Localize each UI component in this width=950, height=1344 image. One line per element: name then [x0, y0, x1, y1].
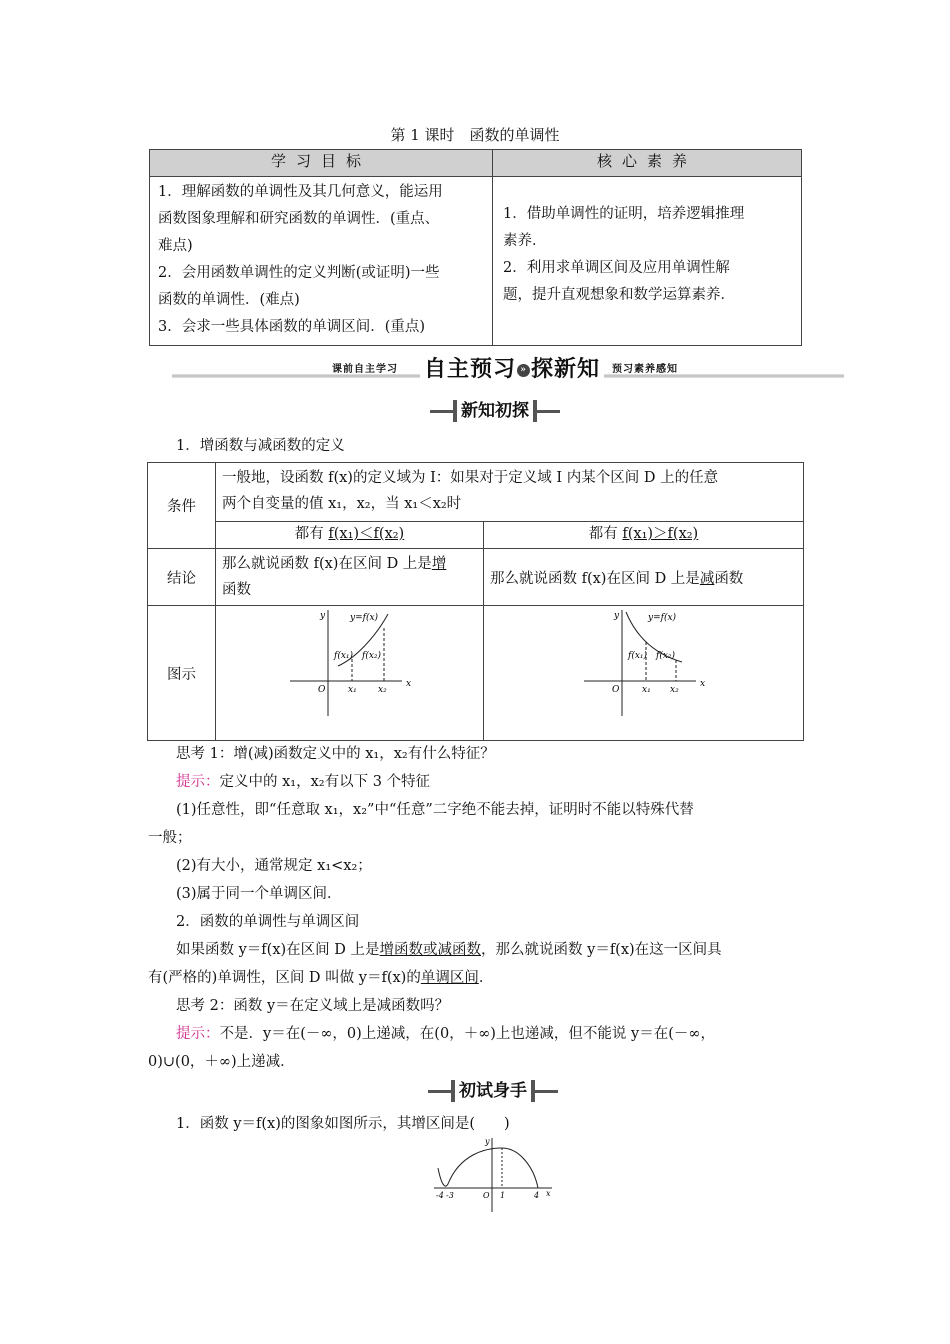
fx1-label: f(x₁)	[628, 651, 648, 661]
tick-neg4: -4	[436, 1191, 444, 1200]
x-label: x	[406, 679, 412, 689]
point-3: (3)属于同一个单调区间．	[176, 886, 342, 902]
literacy-line: 题，提升直观想象和数学运算素养．	[503, 287, 735, 303]
condition-line: 一般地，设函数 f(x)的定义域为 I：如果对于定义域 I 内某个区间 D 上的任意	[222, 470, 719, 486]
def-heading: 1．增函数与减函数的定义	[176, 438, 345, 454]
x1-label: x₁	[642, 685, 651, 695]
hint-label: 提示：	[176, 774, 220, 790]
goals-header: 学习目标	[150, 150, 493, 177]
x-label: x	[546, 1189, 551, 1198]
point-1a: (1)任意性，即“任意取 x₁，x₂”中“任意”二字绝不能去掉，证明时不能以特殊代替	[176, 802, 694, 818]
text: ．	[478, 970, 494, 986]
banner-main-a: 自主预习	[424, 356, 517, 382]
section-heading-try	[428, 1080, 558, 1102]
section-heading-new	[430, 400, 560, 422]
increasing-graph	[216, 606, 471, 736]
origin-label: O	[612, 685, 620, 695]
fx2-label: f(x₂)	[656, 651, 676, 661]
hint-label: 提示：	[176, 1026, 220, 1042]
origin-label: O	[318, 685, 326, 695]
decreasing-conclusion	[484, 549, 804, 606]
think-1: 思考 1：增(减)函数定义中的 x₁，x₂有什么特征？	[176, 746, 495, 762]
section-heading-text: 初试身手	[451, 1080, 535, 1102]
fx2-label: f(x₂)	[362, 651, 382, 661]
hint-2b: 0)∪(0，＋∞)上递减．	[148, 1054, 295, 1070]
increasing-conclusion	[216, 549, 484, 606]
decreasing-graph	[484, 606, 802, 736]
cond-prefix: 都有	[294, 526, 329, 542]
underlined-term: 增函数或减函数	[379, 942, 482, 958]
conc-prefix: 那么就说函数 f(x)在区间 D 上是	[222, 556, 432, 572]
y-label: y	[320, 611, 326, 621]
increasing-graph-cell	[216, 606, 484, 741]
definition-table	[147, 462, 804, 741]
text: 有(严格的)单调性，区间 D 叫做 y＝f(x)的	[148, 970, 421, 986]
literacy-header: 核心素养	[493, 150, 802, 177]
text: 如果函数 y＝f(x)在区间 D 上是	[176, 942, 380, 958]
x-label: x	[700, 679, 706, 689]
cond-formula: f(x₁)＜f(x₂)	[328, 526, 405, 542]
objectives-table	[149, 149, 802, 346]
conc-suffix: 函数	[222, 582, 251, 598]
monotonic-line-1	[176, 938, 722, 959]
x2-label: x₂	[378, 685, 387, 695]
hint-2a	[176, 1022, 715, 1043]
arrow-icon: »	[517, 364, 530, 377]
lesson-title: 第 1 课时 函数的单调性	[390, 126, 560, 144]
conc-prefix: 那么就说函数 f(x)在区间 D 上是	[490, 570, 700, 587]
decreasing-condition	[484, 522, 804, 549]
x2-label: x₂	[670, 685, 679, 695]
decreasing-graph-cell	[484, 606, 804, 741]
function-curve	[438, 1148, 538, 1188]
literacy-line: 1．借助单调性的证明，培养逻辑推理	[503, 206, 745, 222]
tick-neg3: -3	[446, 1191, 454, 1200]
condition-label: 条件	[148, 463, 216, 549]
goal-line: 3．会求一些具体函数的单调区间．(重点)	[158, 319, 426, 335]
conc-suffix: 函数	[714, 570, 744, 587]
literacy-cell	[493, 177, 802, 346]
tick-4: 4	[534, 1191, 540, 1200]
fx-label: y=f(x)	[350, 613, 379, 623]
literacy-line: 素养．	[503, 233, 547, 249]
goal-line: 函数图象理解和研究函数的单调性．(重点、	[158, 211, 440, 227]
section-2-heading: 2．函数的单调性与单调区间	[176, 914, 360, 930]
conclusion-label: 结论	[148, 549, 216, 606]
condition-text	[216, 463, 804, 522]
hint-text: 不是．y＝在(－∞，0)上递减，在(0，＋∞)上也递减，但不能说 y＝在(－∞，	[219, 1026, 715, 1042]
condition-line: 两个自变量的值 x₁，x₂，当 x₁＜x₂时	[222, 496, 462, 512]
point-1b: 一般；	[148, 830, 192, 846]
banner-left-label: 课前自主学习	[332, 364, 398, 375]
conc-word: 增	[431, 556, 447, 572]
cond-prefix: 都有	[588, 526, 623, 542]
point-2: (2)有大小，通常规定 x₁<x₂；	[176, 858, 372, 874]
goals-cell	[150, 177, 493, 346]
literacy-line: 2．利用求单调区间及应用单调性解	[503, 260, 730, 276]
section-banner	[172, 352, 844, 386]
goal-line: 难点)	[158, 238, 193, 254]
fx-label: y=f(x)	[648, 613, 677, 623]
conc-word: 减	[699, 570, 715, 587]
hint-1	[176, 770, 430, 791]
goal-line: 1．理解函数的单调性及其几何意义，能运用	[158, 184, 443, 200]
text: ，那么就说函数 y＝f(x)在这一区间具	[481, 942, 722, 958]
think-2: 思考 2：函数 y＝在定义域上是减函数吗？	[176, 998, 450, 1014]
hint-text: 定义中的 x₁，x₂有以下 3 个特征	[219, 774, 431, 790]
monotonic-line-2	[148, 966, 493, 987]
goal-line: 2．会用函数单调性的定义判断(或证明)一些	[158, 265, 440, 281]
tick-1: 1	[500, 1191, 506, 1200]
section-heading-text: 新知初探	[453, 400, 537, 422]
goal-line: 函数的单调性．(难点)	[158, 292, 300, 308]
banner-main-b: 探新知	[531, 356, 601, 382]
exercise-graph	[420, 1134, 560, 1214]
x1-label: x₁	[348, 685, 357, 695]
increasing-condition	[216, 522, 484, 549]
underlined-term: 单调区间	[420, 970, 479, 986]
fx1-label: f(x₁)	[334, 651, 354, 661]
banner-right-label: 预习素养感知	[612, 364, 678, 375]
y-label: y	[614, 611, 620, 621]
graph-label: 图示	[148, 606, 216, 741]
exercise-q1: 1．函数 y＝f(x)的图象如图所示，其增区间是( )	[176, 1116, 510, 1132]
y-label: y	[485, 1137, 490, 1146]
cond-formula: f(x₁)＞f(x₂)	[622, 526, 699, 542]
tick-origin: O	[483, 1191, 490, 1200]
